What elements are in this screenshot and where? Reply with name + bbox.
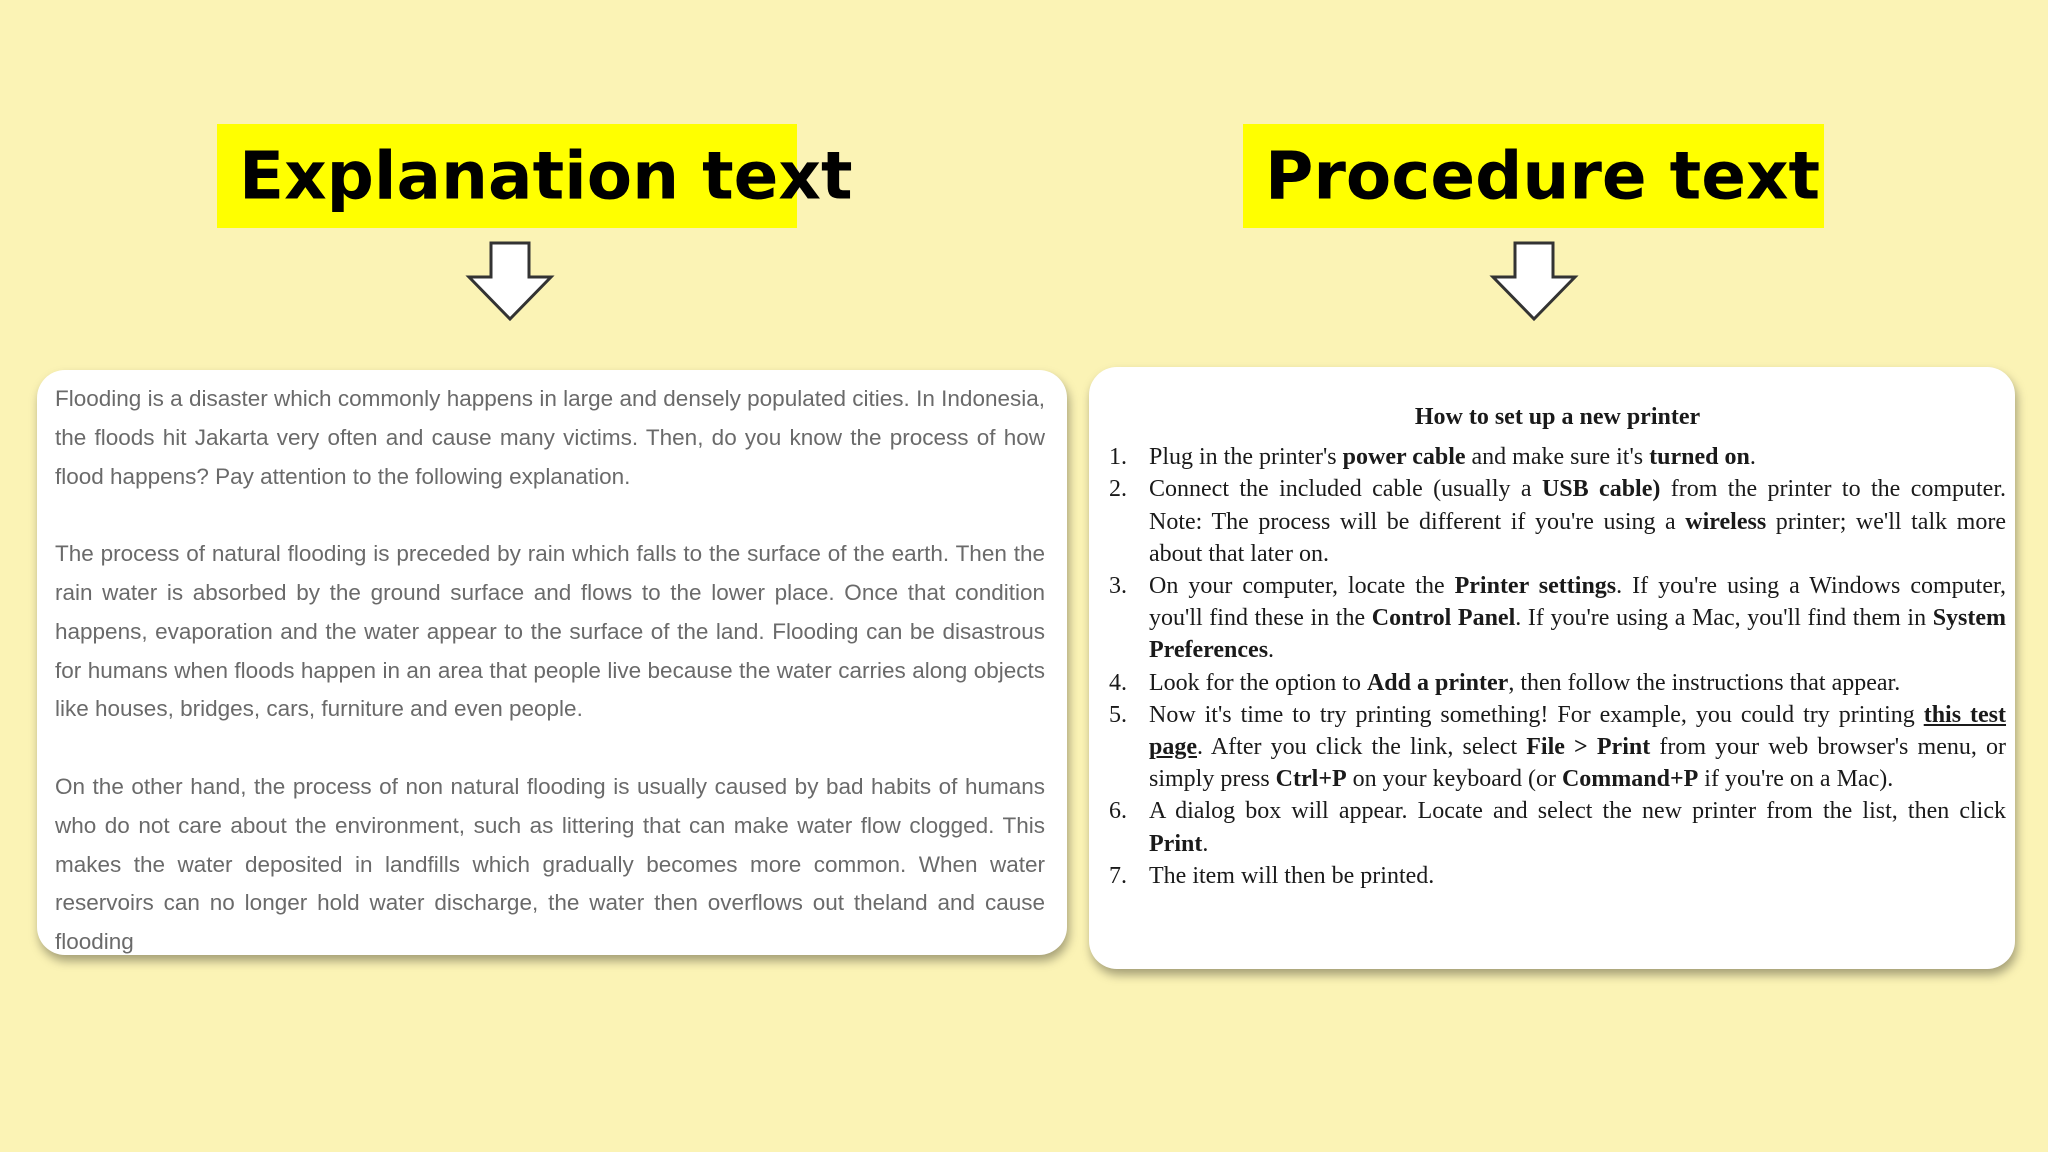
procedure-step-bold-text: Command+P: [1561, 766, 1699, 793]
explanation-text-label-text: Explanation text: [239, 137, 853, 215]
procedure-step-text: Plug in the printer's: [1149, 444, 1343, 471]
procedure-step-text: . If you're using a Windows computer, you'll find these in the: [1149, 573, 2007, 632]
procedure-step-text: printer; we'll talk more about that later on.: [1149, 508, 2006, 567]
down-arrow-icon: [465, 240, 555, 322]
procedure-step-bold-text: Ctrl+P: [1275, 766, 1347, 793]
procedure-text-label: [1243, 124, 1824, 228]
procedure-step-text: from the printer to the computer. Note: The process will be different if you're using a: [1149, 476, 2007, 535]
procedure-step-text: and make sure it's: [1465, 444, 1650, 471]
explanation-text-card: [37, 370, 1067, 955]
down-arrow-icon: [1489, 240, 1579, 322]
procedure-step-text: Look for the option to: [1149, 669, 1367, 696]
procedure-step-text: A dialog box will appear. Locate and select the new printer from the list, then click: [1149, 798, 2006, 825]
procedure-step-bold-text: Add a printer: [1366, 669, 1509, 696]
procedure-step-number: 1.: [1109, 444, 1127, 471]
procedure-step-text: on your keyboard (or: [1346, 766, 1562, 793]
procedure-text-card: [1089, 367, 2015, 969]
procedure-step: [1109, 441, 2006, 473]
procedure-step-text: Now it's time to try printing something! For example, you could try printing: [1149, 701, 1924, 728]
procedure-step-text: if you're on a Mac).: [1698, 766, 1894, 793]
procedure-step-text: .: [1749, 444, 1756, 471]
procedure-step-number: 2.: [1109, 476, 1127, 503]
procedure-step-bold-text: Printer settings: [1454, 573, 1617, 600]
procedure-step: [1109, 570, 2006, 667]
procedure-step-bold-text: System Preferences: [1149, 605, 2007, 664]
explanation-body: [55, 380, 1045, 955]
procedure-step-bold-text: power cable: [1342, 444, 1466, 471]
procedure-step-number: 7.: [1109, 862, 1127, 889]
procedure-step: [1109, 473, 2006, 570]
procedure-step-bold-text: USB cable): [1541, 476, 1661, 503]
procedure-step-bold-text: wireless: [1685, 508, 1767, 535]
procedure-step: [1109, 667, 2006, 699]
procedure-step-bold-text: turned on: [1649, 444, 1750, 471]
procedure-body: [1109, 401, 2006, 892]
procedure-step-text: . If you're using a Mac, you'll find them in: [1515, 605, 1933, 632]
procedure-text-label-text: Procedure text: [1265, 137, 1821, 215]
procedure-step-text: .: [1268, 637, 1275, 664]
procedure-title: How to set up a new printer: [1414, 404, 1701, 430]
procedure-step: [1109, 699, 2006, 796]
procedure-step: [1109, 860, 2006, 892]
procedure-step-bold-text: Control Panel: [1371, 605, 1516, 632]
procedure-steps-list: [1109, 441, 2006, 892]
procedure-step-bold-text: File > Print: [1526, 734, 1651, 761]
procedure-step-text: On your computer, locate the: [1149, 573, 1455, 600]
procedure-step-number: 3.: [1109, 573, 1127, 600]
procedure-step-text: . After you click the link, select: [1197, 734, 1527, 761]
procedure-step-number: 5.: [1109, 701, 1127, 728]
explanation-paragraph: Flooding is a disaster which commonly happens in large and densely populated cities. In Indonesia, the floods hit Jakarta very often and cause many victims. Then, do you know the process of how flood happens? Pay attention to the following explanation.: [55, 386, 1045, 489]
procedure-step-text: from your web browser's menu, or simply press: [1149, 734, 2006, 793]
procedure-step-number: 6.: [1109, 798, 1127, 825]
procedure-step-number: 4.: [1109, 669, 1127, 696]
explanation-paragraph: The process of natural flooding is preceded by rain which falls to the surface of the earth. Then the rain water is absorbed by the ground surface and flows to the lower place. Once that condition happens, evaporation and the water appear to the surface of the land. Flooding can be disastrous for humans when floods happen in an area that people live because the water carries along objects like houses, bridges, cars, furniture and even people.: [55, 541, 1045, 722]
procedure-step: [1109, 795, 2006, 859]
explanation-text-label: [217, 124, 853, 228]
procedure-step-bold-text[interactable]: this test page: [1149, 701, 2007, 761]
explanation-paragraph: On the other hand, the process of non natural flooding is usually caused by bad habits of humans who do not care about the environment, such as littering that can make water flow clogged. This makes the water deposited in landfills which gradually becomes more common. When water reservoirs can no longer hold water discharge, the water then overflows out theland and cause flooding: [55, 773, 1045, 955]
procedure-step-text: .: [1202, 830, 1209, 857]
procedure-step-text: Connect the included cable (usually a: [1149, 476, 1542, 503]
procedure-step-text: , then follow the instructions that appear.: [1508, 669, 1901, 696]
procedure-step-text: The item will then be printed.: [1149, 862, 1435, 889]
procedure-step-bold-text: Print: [1149, 830, 1203, 857]
